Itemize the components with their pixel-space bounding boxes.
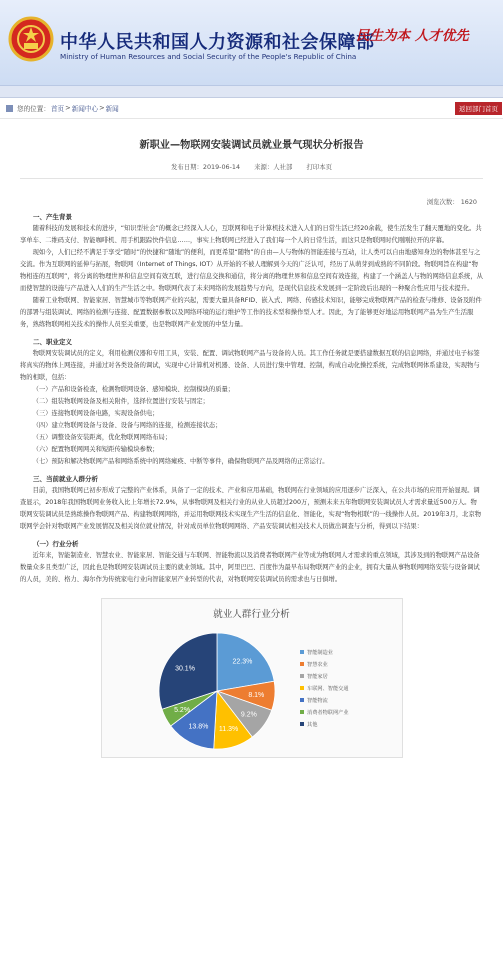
legend-swatch — [300, 662, 304, 666]
legend-label: 智能制造业 — [306, 650, 333, 656]
chart-title: 就业人群行业分析 — [213, 609, 290, 620]
pie-slice-label: 8.1% — [247, 691, 264, 699]
home-icon — [6, 105, 13, 112]
legend-label: 智慧农业 — [306, 662, 328, 668]
ministry-name-en: Ministry of Human Resources and Social Security of the People's Republic of China — [60, 52, 357, 61]
article-meta — [20, 162, 483, 171]
list-item: （三）连接物联网设备电路，实现设备供电； — [32, 410, 159, 417]
breadcrumb-separator: > — [65, 104, 71, 112]
pie-slice-label: 11.3% — [218, 726, 238, 734]
article-body — [20, 211, 483, 586]
breadcrumb-home-link[interactable]: 首页 — [50, 105, 65, 113]
article-title: 新职业—物联网安装调试员就业景气现状分析报告 — [139, 140, 364, 151]
breadcrumb-news-center-link[interactable]: 新闻中心 — [71, 105, 99, 113]
legend-swatch — [300, 722, 304, 726]
list-item: （七）预防和解决物联网产品和网络系统中的网络瘫痪、中断等事件，确保物联网产品及网络的正常运行。 — [32, 458, 329, 465]
slogan: 民生为本 人才优先 — [356, 28, 469, 44]
legend-swatch — [300, 650, 304, 654]
ministry-name-cn: 中华人民共和国人力资源和社会保障部 — [60, 32, 375, 53]
legend-swatch — [300, 710, 304, 714]
pie-slice-label: 9.2% — [240, 711, 257, 719]
article-source: 来源：人社部 — [254, 163, 293, 171]
divider — [20, 178, 483, 179]
subsection-heading: （一）行业分析 — [33, 540, 79, 548]
breadcrumb-news-link[interactable]: 新闻 — [105, 105, 119, 113]
pie-slice-label: 30.1% — [174, 665, 195, 673]
legend-label: 智能物流 — [306, 698, 328, 704]
paragraph: 目前，我国物联网已初步形成了完整的产业体系，具备了一定的技术、产业和应用基础，物联网在行业领域的应用逐步广泛深入，在公共市场的应用开始显现。调查显示，2018年我国物联网业务收入比上年增长72.9%，从事物联网及相关行业的从业人员超过200万，预测未来五年物联网安装调试员人才需求量近500万人。物联网安装调试员是熟练操作物联网产品、构建物联网网络，并运用物联网技术实现生产生活的信息化、智能化，实现“物物相联”的一线操作人员。2019年3月，北京物联网学会针对物联网产业发展情况及相关岗位就业情况，针对成员单位物联网网络、产品安装调试相关技术人员做出调查与分析，得到以下结果： — [20, 487, 482, 530]
nav-bar — [0, 86, 503, 98]
industry-pie-chart — [101, 598, 403, 758]
list-item: （六）配置物联网网关和短距传输模块参数； — [32, 446, 159, 453]
list-item: （四）建立物联网设备与设备、设备与网络的连接，检测连接状态； — [32, 422, 222, 429]
pie-slice-label: 13.8% — [188, 723, 208, 731]
paragraph: 随着科技的发展和技术的进步，“知识型社会”的概念已经深入人心，互联网和电子计算机技术进入人们的日常生活已经20余载，使生活发生了翻天覆地的变化。共享单车、二维码支付、智能咖啡机、用手机跟踪快件信息……，事实上物联网已经进入了我们每一个人的日常生活，而这只是物联网时代刚刚拉开的序幕。 — [20, 225, 482, 244]
legend-label: 智能家居 — [306, 674, 328, 680]
list-item: （五）调整设备安装距离，优化物联网网络布局； — [32, 434, 172, 441]
section-heading: 三、当前就业人群分析 — [33, 475, 98, 483]
pie-slice-label: 5.2% — [173, 706, 190, 714]
section-heading: 一、产生背景 — [33, 213, 72, 221]
list-item: （二）组装物联网设备及相关附件，选择位置进行安装与固定； — [32, 398, 209, 405]
pie-slice-label: 22.3% — [231, 658, 252, 666]
pie-chart-svg — [102, 599, 402, 757]
article — [20, 136, 483, 758]
site-header — [0, 0, 503, 86]
national-emblem-icon — [8, 16, 54, 62]
paragraph: 现如今，人们已经不满足于享受“随时”的快捷和“随地”的便利，而更希望“随物”的自由—人与物体的智能连接与互动，让人类可以自由地感知身边的物体甚至与之交流。作为互联网的延伸与拓展，物联网（Internet of Things, IOT）从开始的不被人理解到今天的广泛认可，经历了从萌芽到成熟的不同阶段。物联网旨在构建“物物相连的互联网”，将分离的物理世界和信息空间有效互联，进行信息交换和通信，将分离的物理世界和信息空间有效连接，构建了一个涵盖人与物的网络信息系统，从而使智慧的设施与产品进入人们的生产生活之中。物联网代表了未来网络的发展趋势与方向，是现代信息技术发展到一定阶段后出现的一种聚合性应用与技术提升。 — [20, 249, 483, 292]
breadcrumb-label: 您的位置： — [17, 105, 50, 113]
breadcrumb-separator: > — [99, 104, 105, 112]
view-count: 浏览次数： 1620 — [426, 198, 477, 206]
legend-swatch — [300, 674, 304, 678]
section-heading: 二、职业定义 — [33, 338, 72, 346]
back-to-home-button[interactable]: 返回部门首页 — [455, 102, 502, 115]
breadcrumb — [0, 98, 503, 119]
paragraph: 随着工业物联网、智能家居、智慧城市等物联网产业的兴起，需要大量具备RFID、嵌入式、网络、传感技术知识，能够完成物联网产品的检查与维修、设备及附件的部署与组装调试、网络的检测与连接、配置数据参数以及网络环境的运行维护等工作的技术型和操作型人才。因此，为了能够更好地运用物联网产品为生产生活服务，熟练物联网相关技术的操作人员至关重要，也是物联网产业发展的中坚力量。 — [20, 297, 482, 328]
legend-swatch — [300, 698, 304, 702]
publish-date: 发布日期：2019-06-14 — [170, 163, 241, 171]
legend-label: 其他 — [306, 722, 317, 728]
list-item: （一）产品和设备检查，检测物联网设备、感知模块、控制模块的质量； — [32, 386, 235, 393]
paragraph: 近年来，智能制造业、智慧农业、智能家居、智能交通与车联网、智能物流以及消费者物联网产业等成为物联网人才需求的重点领域，其涉及到的物联网产品设备数量众多且类型广泛，因此也是物联网安装调试员主要的就业领域。其中，阿里巴巴、百度作为最早布局物联网产业的企业，拥有大量从事物联网网络安装与设备调试的人员，美的、格力、海尔作为传统家电行业向智能家居产业转型的代表，对物联网安装调试员的需求也与日俱增。 — [20, 552, 480, 583]
legend-swatch — [300, 686, 304, 690]
print-link[interactable]: 打印本页 — [306, 163, 333, 171]
paragraph: 物联网安装调试员的定义，利用检测仪器和专用工具，安装、配置、调试物联网产品与设备的人员。其工作任务就是要搭建数据互联的信息网络，并通过电子标签将真实的物体上网连接，并通过对各类设备的调试，实现中心计算机对机器、设备、人员进行集中管理、控制，构成自动化操控系统，完成物联网体系建设，实现物与物的相联，包括： — [20, 350, 480, 381]
legend-label: 车联网、智能交通 — [306, 686, 349, 692]
legend-label: 消费者物联网产业 — [306, 710, 349, 716]
